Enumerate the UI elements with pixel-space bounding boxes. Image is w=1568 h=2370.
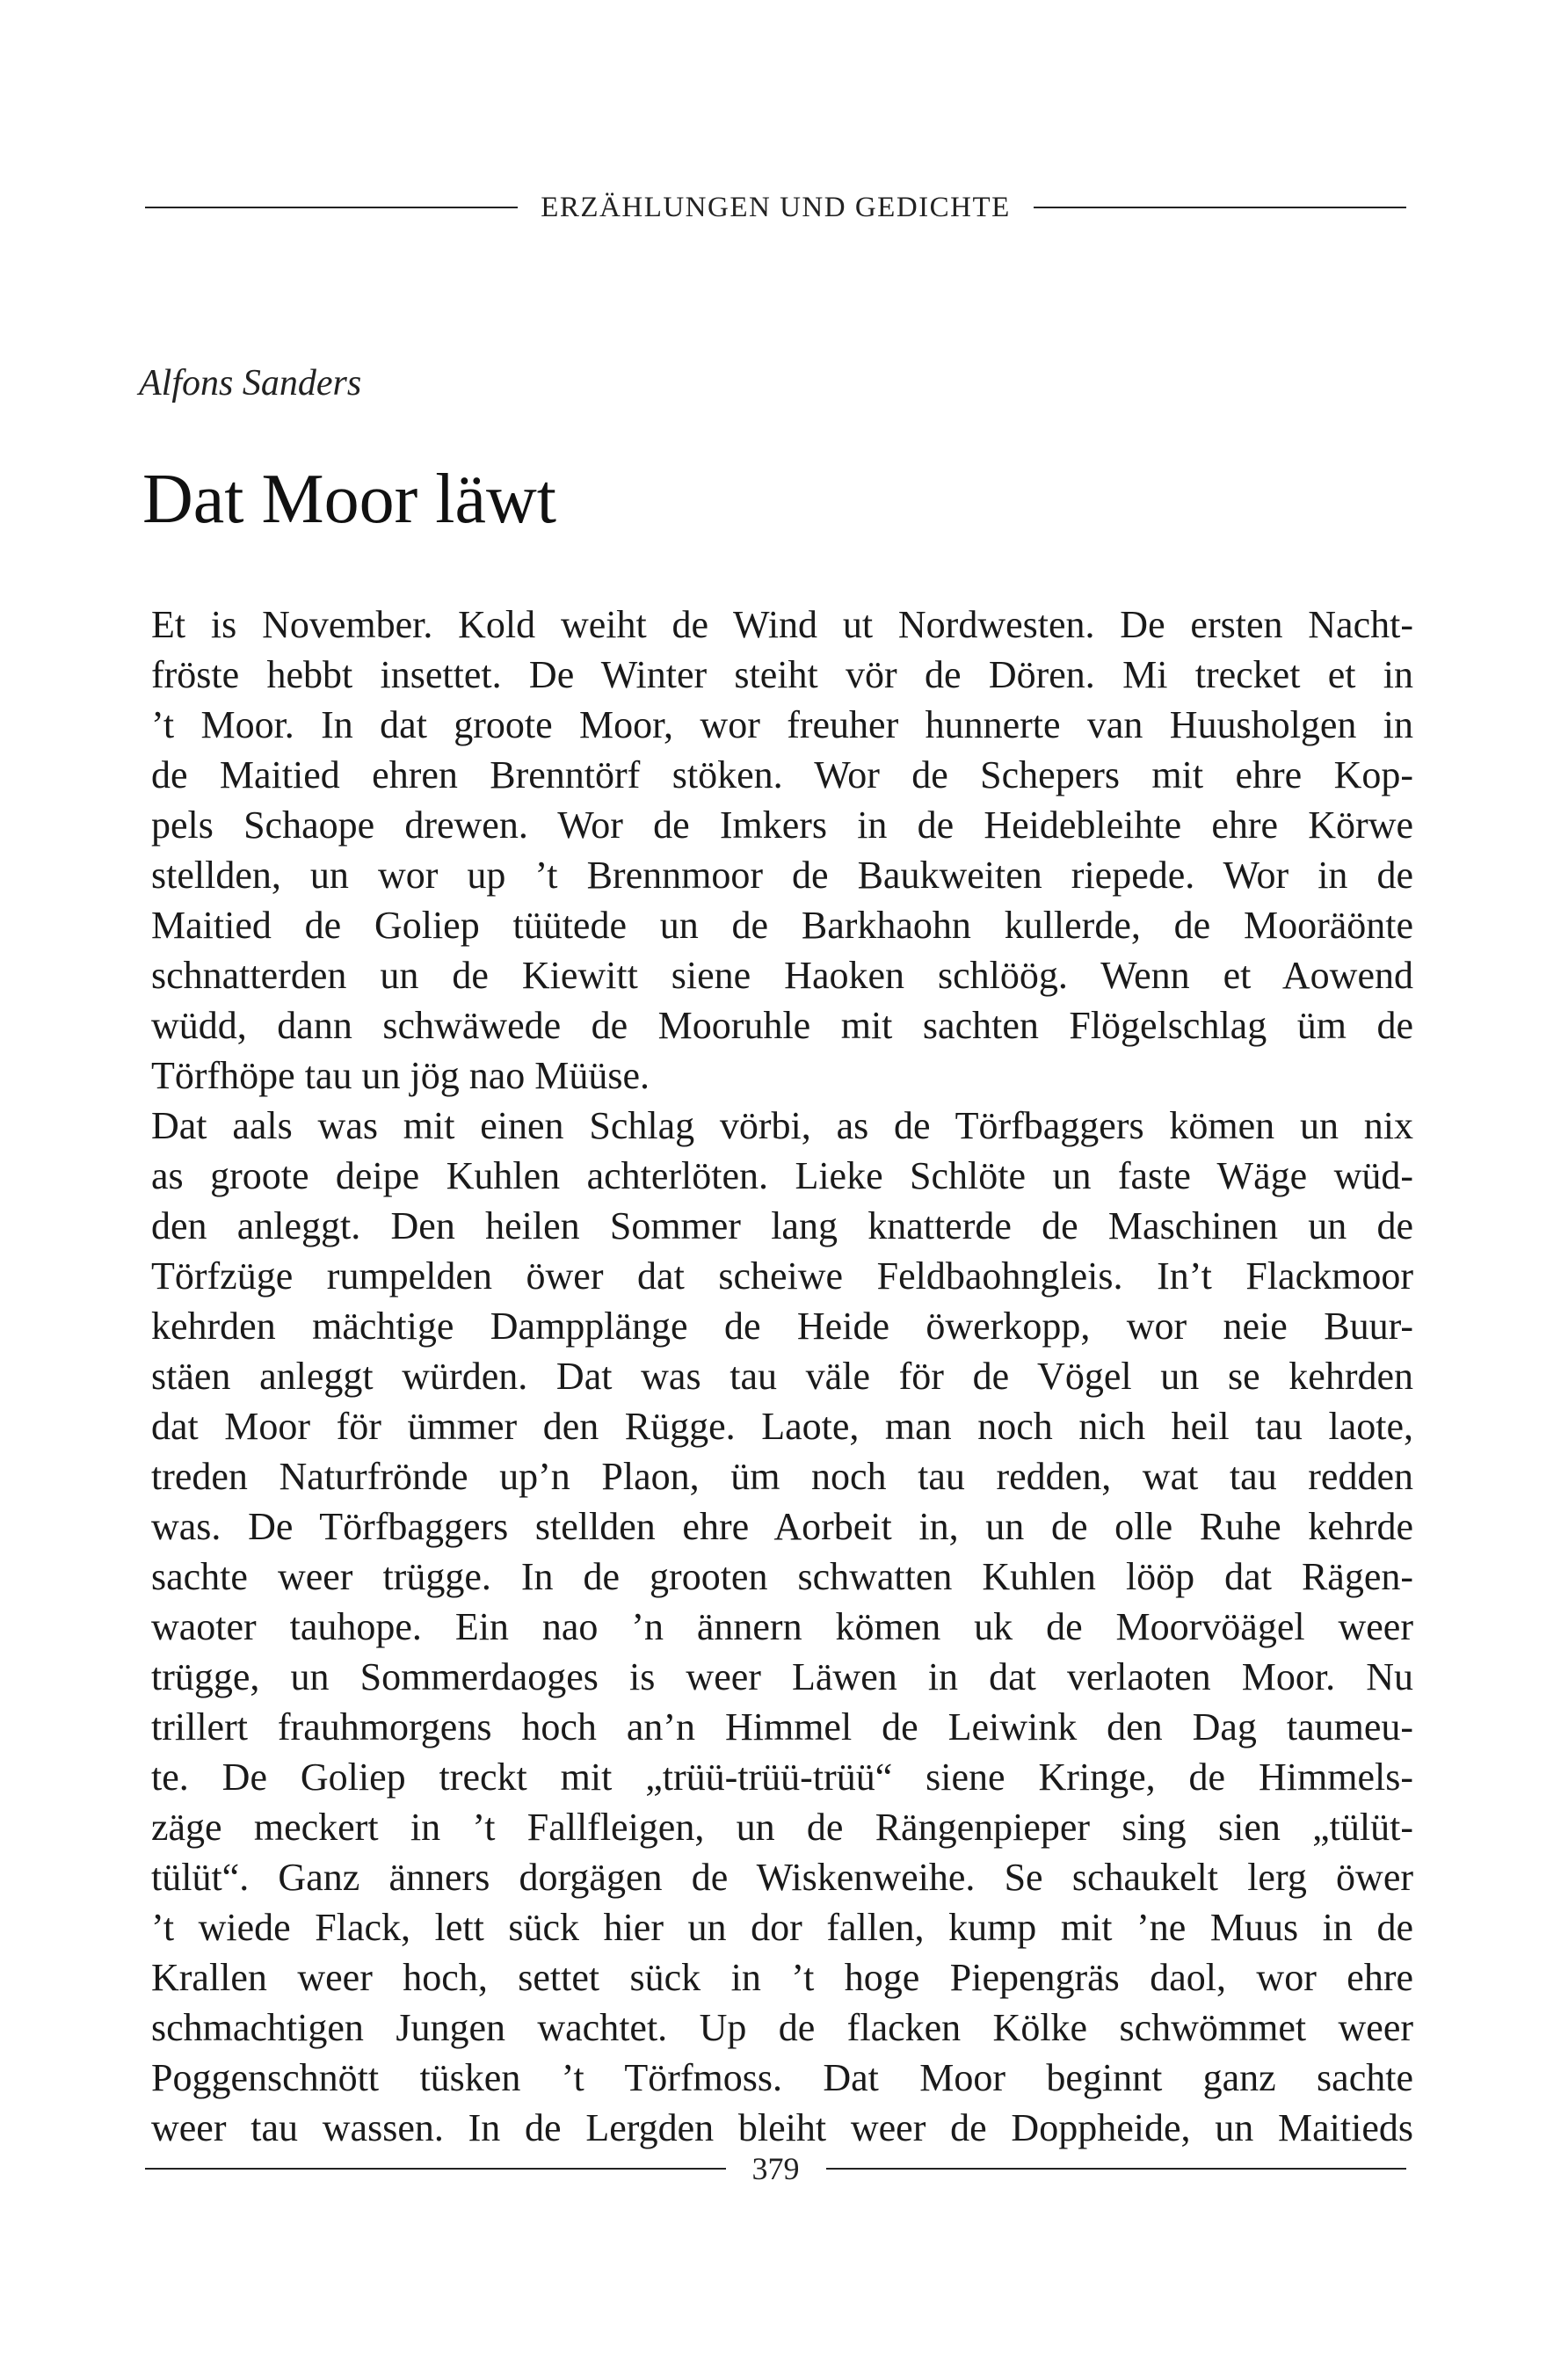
text-line: waoter tauhope. Ein nao ’n ännern kömen uk de Moorvöägel weer <box>151 1605 1413 1648</box>
header-rule-right <box>1034 207 1406 208</box>
text-line: wüdd, dann schwäwede de Mooruhle mit sachten Flögelschlag üm de <box>151 1004 1413 1047</box>
header-rule-left <box>145 207 518 208</box>
text-line: trügge, un Sommerdaoges is weer Läwen in dat verlaoten Moor. Nu <box>151 1655 1413 1698</box>
running-header <box>145 190 1406 225</box>
text-line: schnatterden un de Kiewitt siene Haoken schlöög. Wenn et Aowend <box>151 954 1413 997</box>
author-name: Alfons Sanders <box>139 363 362 403</box>
text-line: Poggenschnött tüsken ’t Törfmoss. Dat Moor beginnt ganz sachte <box>151 2056 1413 2099</box>
text-line: Et is November. Kold weiht de Wind ut Nordwesten. De ersten Nacht- <box>151 603 1413 646</box>
text-line: Maitied de Goliep tüütede un de Barkhaohn kullerde, de Mooräönte <box>151 904 1413 947</box>
text-line: te. De Goliep treckt mit „trüü-trüü-trüü“ siene Kringe, de Himmels- <box>151 1756 1413 1799</box>
text-line: stellden, un wor up ’t Brennmoor de Baukweiten riepede. Wor in de <box>151 854 1413 897</box>
page-number: 379 <box>751 2151 800 2186</box>
text-line: ’t wiede Flack, lett sück hier un dor fallen, kump mit ’ne Muus in de <box>151 1906 1413 1949</box>
running-title: ERZÄHLUNGEN UND GEDICHTE <box>541 191 1011 223</box>
text-line: schmachtigen Jungen wachtet. Up de flacken Kölke schwömmet weer <box>151 2006 1413 2049</box>
text-line: weer tau wassen. In de Lergden bleiht weer de Doppheide, un Maitieds <box>151 2106 1413 2149</box>
article-body <box>151 600 1413 2153</box>
text-line: den anleggt. Den heilen Sommer lang knatterde de Maschinen un de <box>151 1204 1413 1247</box>
text-line: pels Schaope drewen. Wor de Imkers in de Heidebleihte ehre Körwe <box>151 803 1413 847</box>
text-line: as groote deipe Kuhlen achterlöten. Lieke Schlöte un faste Wäge wüd- <box>151 1154 1413 1197</box>
text-line: fröste hebbt insettet. De Winter steiht vör de Dören. Mi trecket et in <box>151 653 1413 696</box>
text-line: was. De Törfbaggers stellden ehre Aorbeit in, un de olle Ruhe kehrde <box>151 1505 1413 1548</box>
text-line: trillert frauhmorgens hoch an’n Himmel de Leiwink den Dag taumeu- <box>151 1705 1413 1748</box>
footer-rule-right <box>826 2168 1407 2170</box>
text-line: dat Moor för ümmer den Rügge. Laote, man noch nich heil tau laote, <box>151 1405 1413 1448</box>
footer-rule-left <box>145 2168 726 2170</box>
text-line: de Maitied ehren Brenntörf stöken. Wor de Schepers mit ehre Kop- <box>151 753 1413 796</box>
article-title: Dat Moor läwt <box>142 461 557 538</box>
text-line: Krallen weer hoch, settet sück in ’t hoge Piepengräs daol, wor ehre <box>151 1956 1413 1999</box>
text-line: sachte weer trügge. In de grooten schwatten Kuhlen lööp dat Rägen- <box>151 1555 1413 1598</box>
text-line: Törfzüge rumpelden öwer dat scheiwe Feldbaohngleis. In’t Flackmoor <box>151 1254 1413 1298</box>
text-line: ’t Moor. In dat groote Moor, wor freuher hunnerte van Huusholgen in <box>151 703 1413 746</box>
text-line: treden Naturfrönde up’n Plaon, üm noch tau redden, wat tau redden <box>151 1455 1413 1498</box>
page-footer <box>145 2147 1406 2191</box>
text-line: stäen anleggt würden. Dat was tau väle för de Vögel un se kehrden <box>151 1355 1413 1398</box>
text-line: tülüt“. Ganz änners dorgägen de Wiskenweihe. Se schaukelt lerg öwer <box>151 1856 1413 1899</box>
text-line: Dat aals was mit einen Schlag vörbi, as de Törfbaggers kömen un nix <box>151 1104 1413 1147</box>
text-line: zäge meckert in ’t Fallfleigen, un de Rängenpieper sing sien „tülüt- <box>151 1806 1413 1849</box>
text-line: kehrden mächtige Dampplänge de Heide öwerkopp, wor neie Buur- <box>151 1305 1413 1348</box>
text-line: Törfhöpe tau un jög nao Müüse. <box>151 1054 650 1097</box>
